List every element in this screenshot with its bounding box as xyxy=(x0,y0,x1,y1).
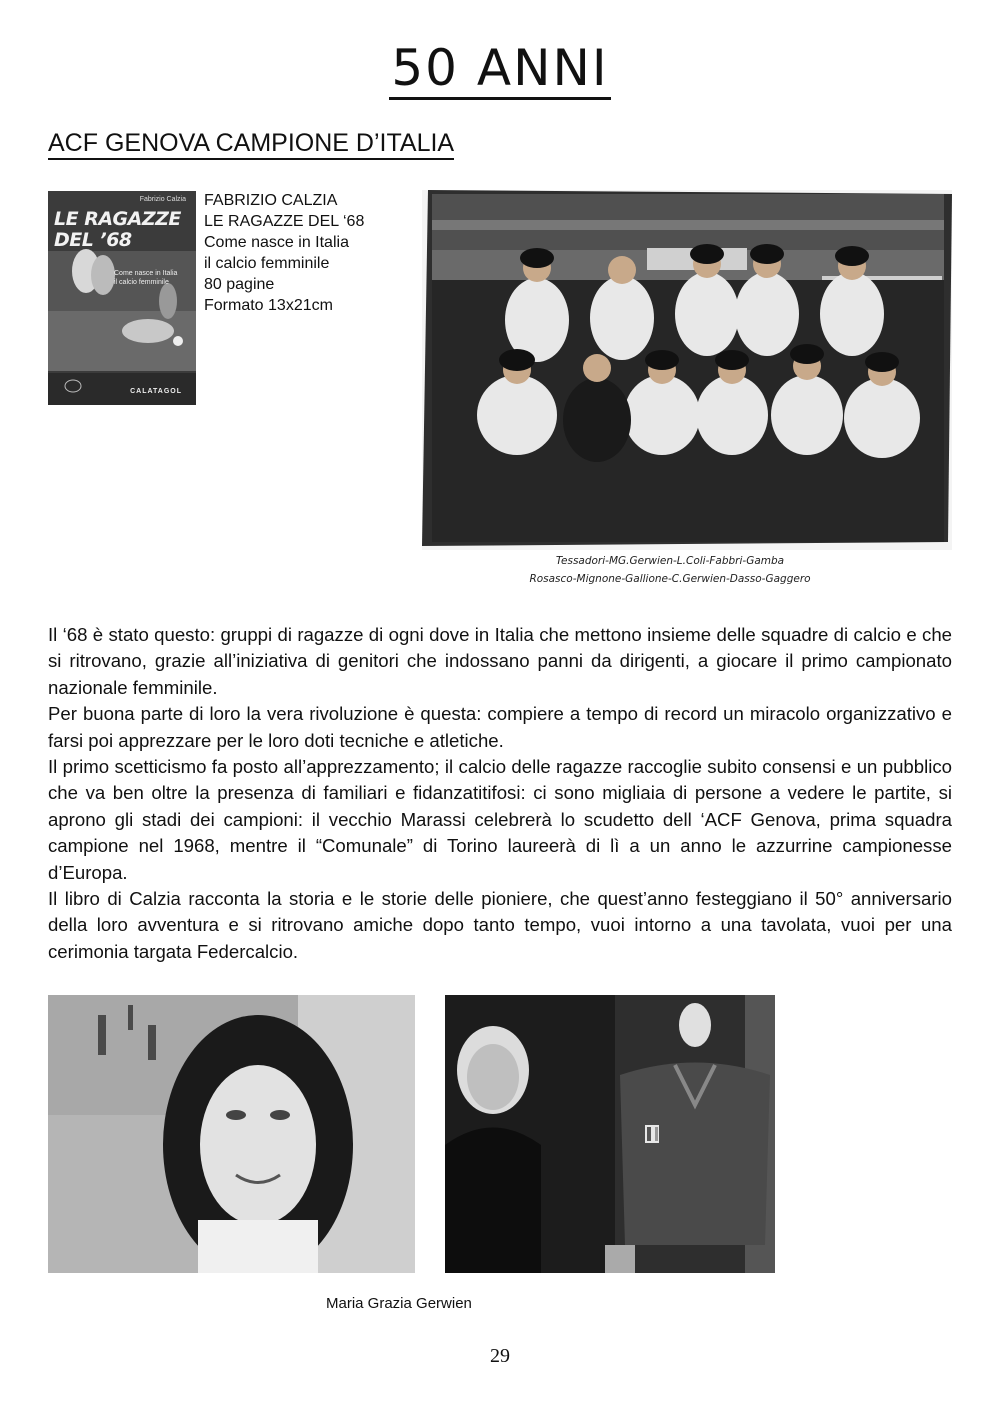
portrait-photo-today xyxy=(445,995,775,1273)
article-paragraph: Per buona parte di loro la vera rivoluzione è questa: compiere a tempo di record un miracolo organizzativo e farsi poi apprezzare per le loro doti tecniche e atletiche. xyxy=(48,703,952,751)
book-author: FABRIZIO CALZIA xyxy=(204,192,338,209)
book-subtitle-line1: Come nasce in Italia xyxy=(204,234,349,251)
page-number: 29 xyxy=(490,1345,510,1367)
book-info xyxy=(204,190,364,316)
article-paragraph: Il ‘68 è stato questo: gruppi di ragazze di ogni dove in Italia che mettono insieme delle squadre di calcio e che si ritrovano, grazie all’iniziativa di genitori che indossano panni da dirigenti, a giocare il primo campionato nazionale femminile. xyxy=(48,624,952,698)
page-title: 50 ANNI xyxy=(0,38,1000,98)
portrait-caption: Maria Grazia Gerwien xyxy=(326,1295,472,1312)
book-cover-publisher: CALATAGOL xyxy=(130,388,182,395)
book-cover-image xyxy=(48,191,196,405)
article-body xyxy=(48,622,952,965)
team-photo xyxy=(422,190,952,550)
book-cover-title: LE RAGAZZE DEL ’68 xyxy=(54,208,181,251)
portrait-photo-1968 xyxy=(48,995,415,1273)
book-format: Formato 13x21cm xyxy=(204,297,333,314)
team-photo-caption: Tessadori-MG.Gerwien-L.Coli-Fabbri-Gamba Rosasco-Mignone-Gallione-C.Gerwien-Dasso-Gaggero xyxy=(529,555,811,585)
book-subtitle-line2: il calcio femminile xyxy=(204,255,330,272)
section-subtitle: ACF GENOVA CAMPIONE D’ITALIA xyxy=(48,128,454,160)
article-paragraph: Il primo scetticismo fa posto all’apprezzamento; il calcio delle ragazze raccoglie subito consensi e un pubblico che va ben oltre la presenza di familiari e fidanzatitifosi: ci sono migliaia di persone a vedere le partite, si aprono gli stadi dei campioni: il vecchio Marassi celebrerà lo scudetto dell ‘ACF Genova, prima squadra campione nel 1968, mentre il “Comunale” di Torino laureerà di lì a un anno le azzurrine campionesse d’Europa. xyxy=(48,756,952,883)
article-paragraph: Il libro di Calzia racconta la storia e le storie delle pioniere, che quest’anno festeggiano il 50° anniversario della loro avventura e si ritrovano amiche dopo tanto tempo, vuoi intorno a una tavolata, vuoi per una cerimonia targata Federcalcio. xyxy=(48,888,952,962)
book-title: LE RAGAZZE DEL ‘68 xyxy=(204,213,365,230)
book-cover-subtitle: Come nasce in Italia il calcio femminile xyxy=(114,270,178,286)
book-pages: 80 pagine xyxy=(204,276,275,293)
book-cover-author: Fabrizio Calzia xyxy=(139,196,186,203)
